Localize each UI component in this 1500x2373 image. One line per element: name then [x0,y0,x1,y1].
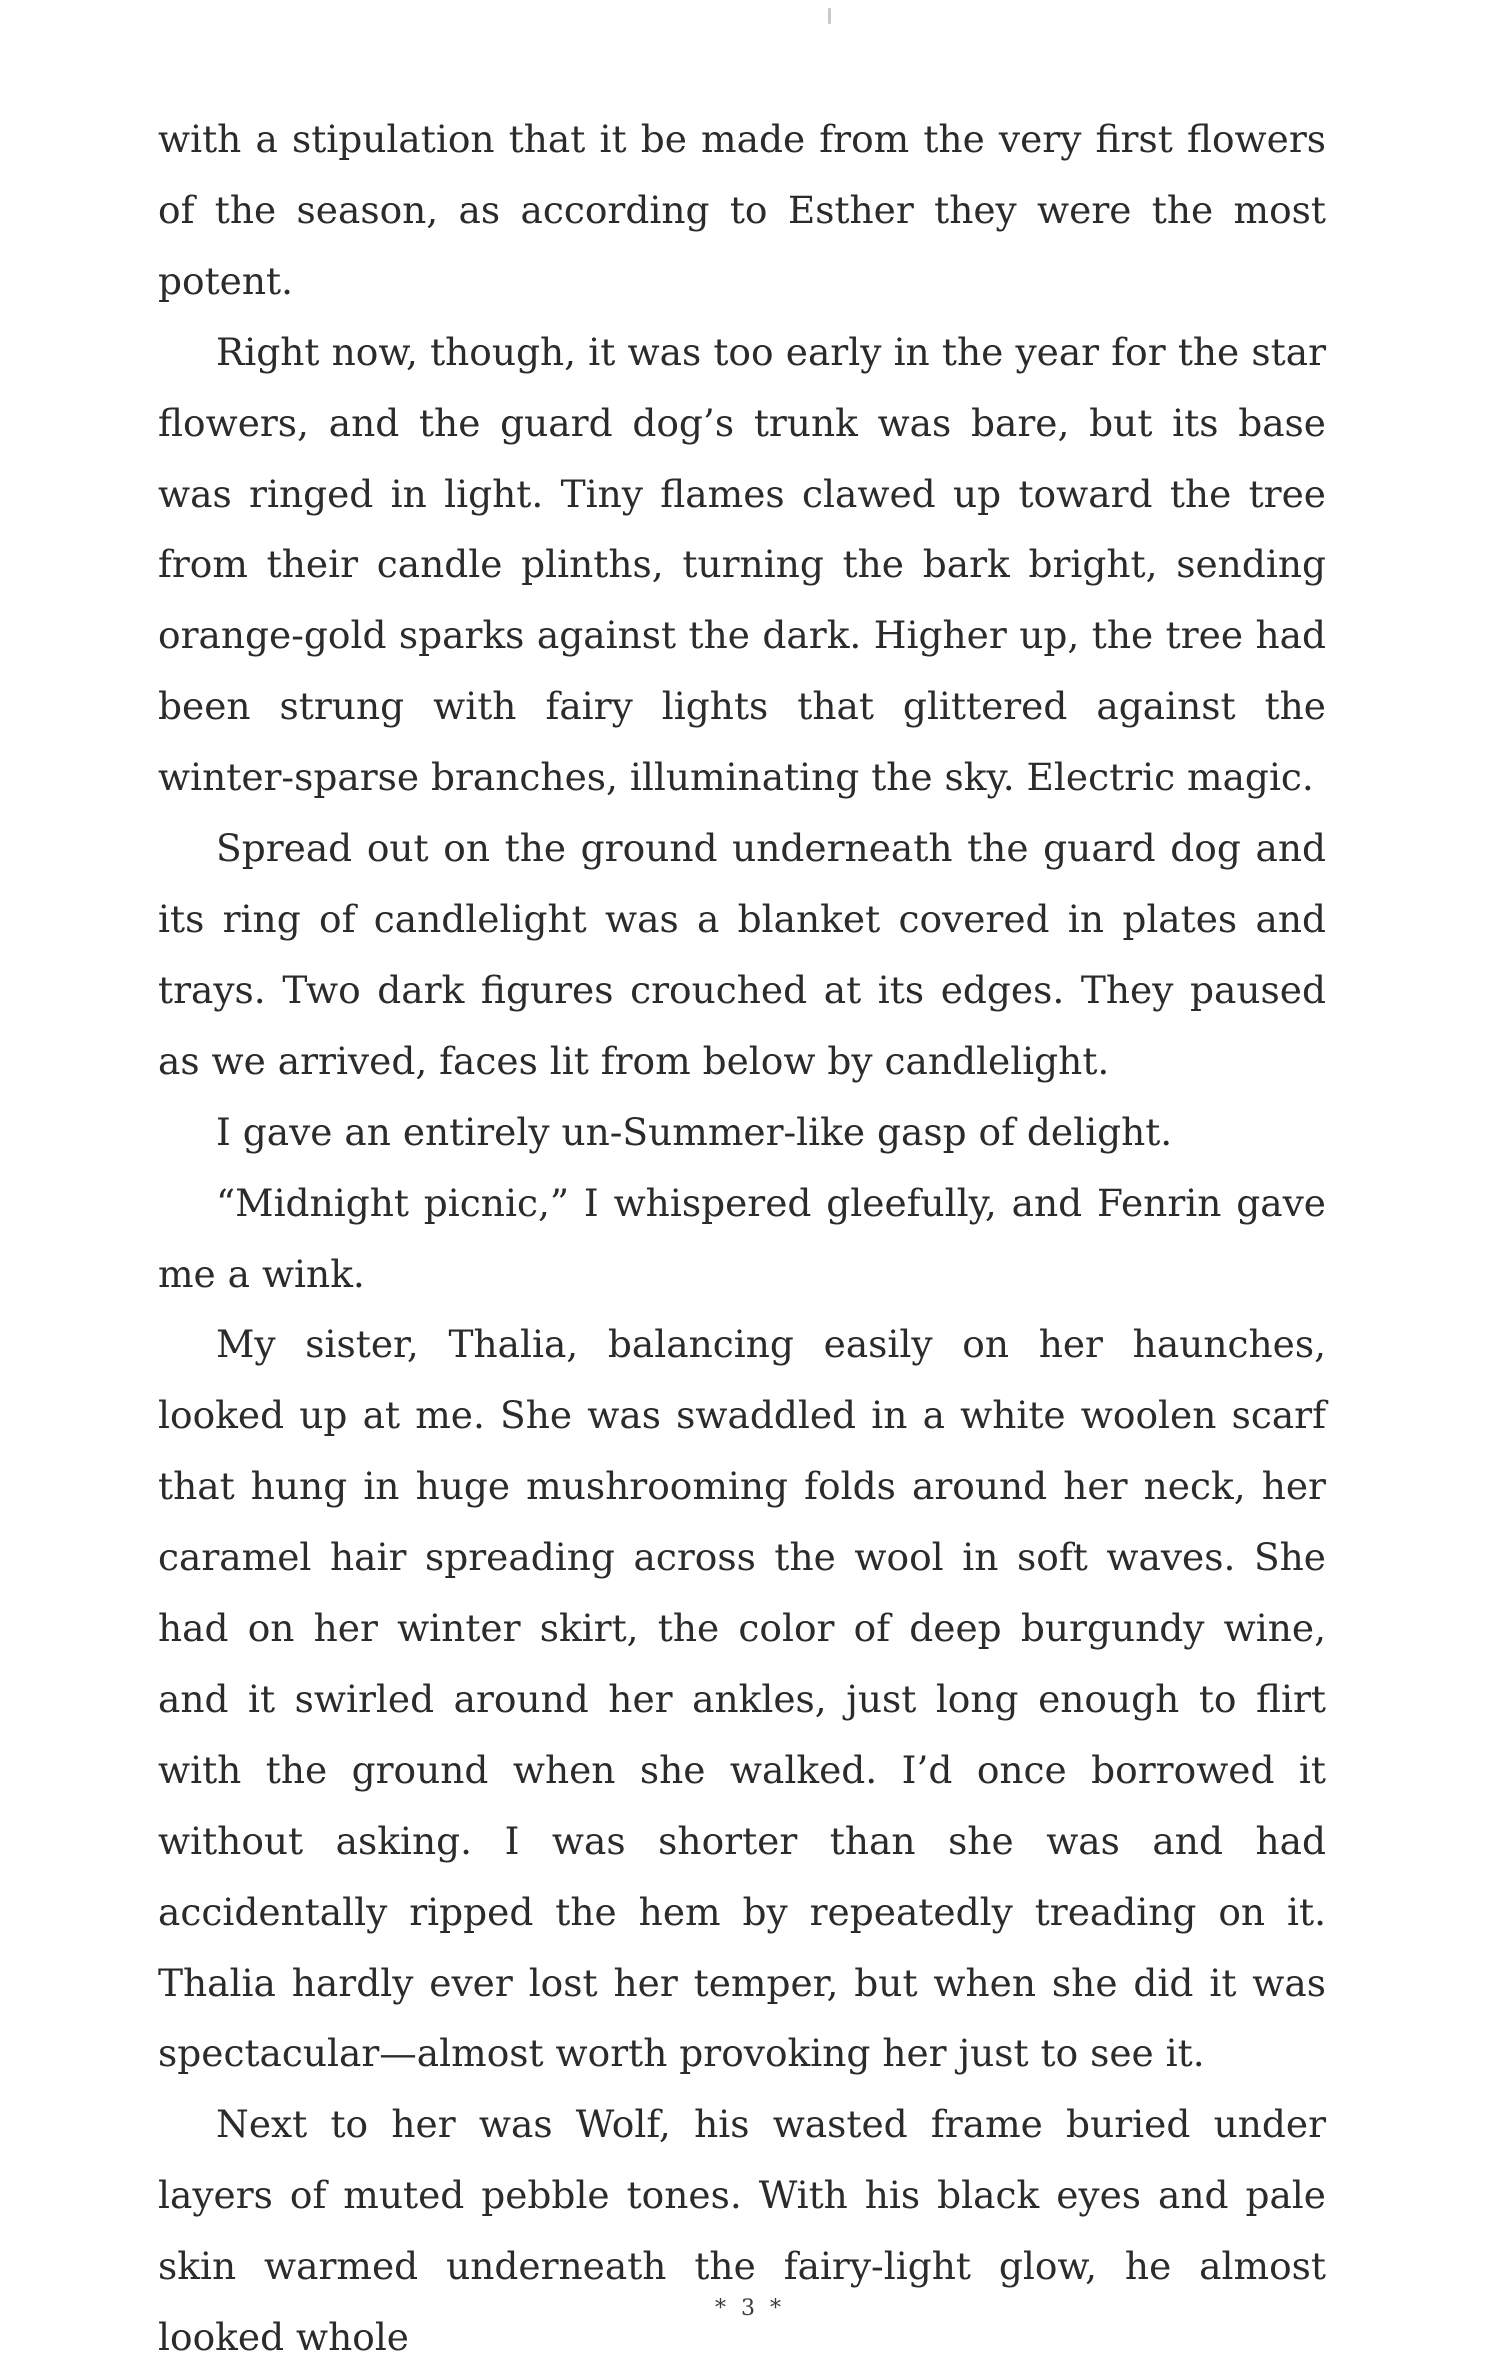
paragraph-3: Spread out on the ground underneath the guard dog and its ring of candlelight was a blanket covered in plates and trays. Two dark figures crouched at its edges. They paused as we arrived, faces lit from below by candlelight. [158,826,1326,1083]
body-text [158,104,1326,2373]
paragraph-2: Right now, though, it was too early in the year for the star flowers, and the guard dog’s trunk was bare, but its base was ringed in light. Tiny flames clawed up toward the tree from their candle plinths, turning the bark bright, sending orange-gold sparks against the dark. Higher up, the tree had been strung with fairy lights that glittered against the winter-sparse branches, illuminating the sky. Electric magic. [158,329,1326,800]
page-number: * 3 * [715,2296,785,2321]
top-mark [828,8,831,24]
paragraph-1: with a stipulation that it be made from the very first flowers of the season, as according to Esther they were the most potent. [158,117,1326,303]
paragraph-6: My sister, Thalia, balancing easily on her haunches, looked up at me. She was swaddled in a white woolen scarf that hung in huge mushrooming folds around her neck, her caramel hair spreading across the wool in soft waves. She had on her winter skirt, the color of deep burgundy wine, and it swirled around her ankles, just long enough to flirt with the ground when she walked. I’d once borrowed it without asking. I was shorter than she was and had accidentally ripped the hem by repeatedly treading on it. Thalia hardly ever lost her temper, but when she did it was spectacular—almost worth provoking her just to see it. [158,1322,1326,2076]
paragraph-4: I gave an entirely un-Summer-like gasp of delight. [216,1109,1173,1154]
paragraph-7: Next to her was Wolf, his wasted frame buried under layers of muted pebble tones. With his black eyes and pale skin warmed underneath the fairy-light glow, he almost looked whole [158,2102,1326,2360]
paragraph-5: “Midnight picnic,” I whispered gleefully, and Fenrin gave me a wink. [158,1180,1326,1296]
